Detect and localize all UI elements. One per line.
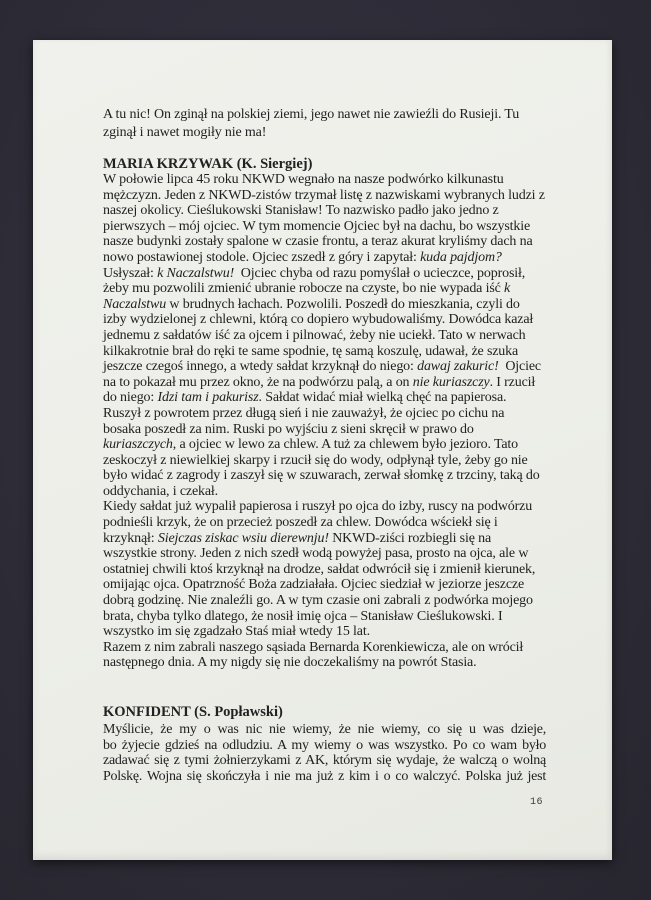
text-line: kuriaszczych, a ojciec w lewo za chlew. A tuż za chlewem było jezioro. Tato <box>103 437 519 453</box>
konfident-testimony <box>103 722 548 784</box>
text-line: Polskę. Wojna się skończyła i nie ma już z kim i o co walczyć. Polska już jest <box>103 768 546 784</box>
text-line: na to pokazał mu przez okno, że na podwórzu palą, a on nie kuriaszczy. I rzucił <box>103 374 536 390</box>
text-line: pierwszych – mój ojciec. W tym momencie Ojciec był na dachu, bo wszystkie <box>103 218 531 234</box>
text-line: bo żyjecie gdzieś na odludziu. A my wiemy o was wszystko. Po co wam było <box>103 737 546 753</box>
text-line: nowo postawionej stodole. Ojciec zszedł z góry i zapytał: kuda pajdjom? <box>103 249 502 265</box>
scanned-page <box>33 40 612 860</box>
text-column <box>103 40 550 860</box>
heading-konfident: KONFIDENT (S. Popławski) <box>103 704 283 720</box>
maria-krzywak-testimony <box>103 172 548 671</box>
text-line: zeskoczył z niewielkiej skarpy i rzucił się do wody, odpłynął tyle, żeby go nie <box>103 452 528 468</box>
text-line: było widać z zagrody i zaszył się w szuwarach, zerwał słomkę z trzciny, taką do <box>103 468 540 484</box>
text-line: kilkakrotnie brał do ręki te same spodnie, tę samą koszulę, udawał, że szuka <box>103 343 519 359</box>
text-line: Myślicie, że my o was nic nie wiemy, że nie wiemy, co się u was dzieje, <box>103 722 546 737</box>
text-line: Naczalstwu w brudnych łachach. Pozwolili. Poszedł do mieszkania, czyli do <box>103 296 520 312</box>
text-line: mężczyzn. Jeden z NKWD-zistów trzymał listę z nazwiskami wybranych ludzi z <box>103 187 545 203</box>
text-line: W połowie lipca 45 roku NKWD wegnało na nasze podwórko kilkunastu <box>103 172 504 187</box>
text-line: zadawać się z tymi żołnierzykami z AK, którym się wydaje, że walczą o wolną <box>103 753 546 769</box>
text-line: A tu nic! On zginął na polskiej ziemi, jego nawet nie zawieźli do Rusieji. Tu <box>103 107 520 122</box>
text-line: oddychania, i czekał. <box>103 483 219 499</box>
intro-paragraph <box>103 106 548 142</box>
text-line: krzyknął: Siejczas ziskac wsiu dierewnju! NKWD-ziści rozbiegli się na <box>103 530 492 546</box>
text-line: bosaka poszedł za nim. Ruski po wyjściu z sieni skręcił w prawo do <box>103 421 474 437</box>
text-line: wszystkie strony. Jeden z nich szedł wodą powyżej pasa, prosto na ojca, ale w <box>103 546 529 562</box>
text-line: dobrą godzinę. Nie znaleźli go. A w tym czasie oni zabrali z podwórka mojego <box>103 593 533 609</box>
text-line: izby wydzielonej z chlewni, którą co dopiero wybudowaliśmy. Dowódca kazał <box>103 312 534 328</box>
text-line: podnieśli krzyk, że on przecież poszedł za chlew. Dowódca wściekł się i <box>103 515 498 531</box>
text-line: Razem z nim zabrali naszego sąsiada Bernarda Korenkiewicza, ale on wrócił <box>103 639 524 655</box>
text-line: Kiedy sałdat już wypalił papierosa i ruszył po ojca do izby, ruscy na podwórzu <box>103 499 533 515</box>
text-line: nasze budynki zostały spalone w czasie frontu, a teraz akurat kryliśmy dach na <box>103 234 533 250</box>
text-line: jeszcze czegoś innego, a wtedy sałdat krzyknął do niego: dawaj zakuric! Ojciec <box>103 359 541 375</box>
text-line: jednemu z sałdatów iść za ojcem i pilnować, żeby nie uciekł. Tato w nerwach <box>103 327 526 343</box>
page-number: 16 <box>530 797 544 808</box>
text-line: do niego: Idzi tam i pakurisz. Sałdat widać miał wielką chęć na papierosa. <box>103 390 507 406</box>
text-line: żeby mu pozwolili zmienić ubranie robocze na czyste, bo nie wypada iść k <box>103 281 511 297</box>
text-line: Ruszył z powrotem przez długą sień i nie zauważył, że ojciec po cichu na <box>103 405 505 421</box>
text-line: Usłyszał: k Naczalstwu! Ojciec chyba od razu pomyślał o ucieczce, poprosił, <box>103 265 526 281</box>
text-line: naszej okolicy. Cieślukowski Stanisław! To nazwisko padło jako jedno z <box>103 203 499 219</box>
text-line: wszystko im się zgadzało Staś miał wtedy 15 lat. <box>103 624 370 640</box>
heading-maria-krzywak: MARIA KRZYWAK (K. Siergiej) <box>103 156 313 172</box>
text-line: brata, chyba tylko dlatego, że nosił imię ojca – Stanisław Cieślukowski. I <box>103 608 503 624</box>
text-line: ostatniej chwili ktoś krzyknął na drodze, sałdat odwrócił się i zmienił kierunek, <box>103 561 536 577</box>
text-line: następnego dnia. A my nigdy się nie doczekaliśmy na powrót Stasia. <box>103 655 477 671</box>
text-line: omijając ojca. Opatrzność Boża zadziałała. Ojciec siedział w jeziorze jeszcze <box>103 577 525 593</box>
text-line: zginął i nawet mogiły nie ma! <box>103 125 267 140</box>
